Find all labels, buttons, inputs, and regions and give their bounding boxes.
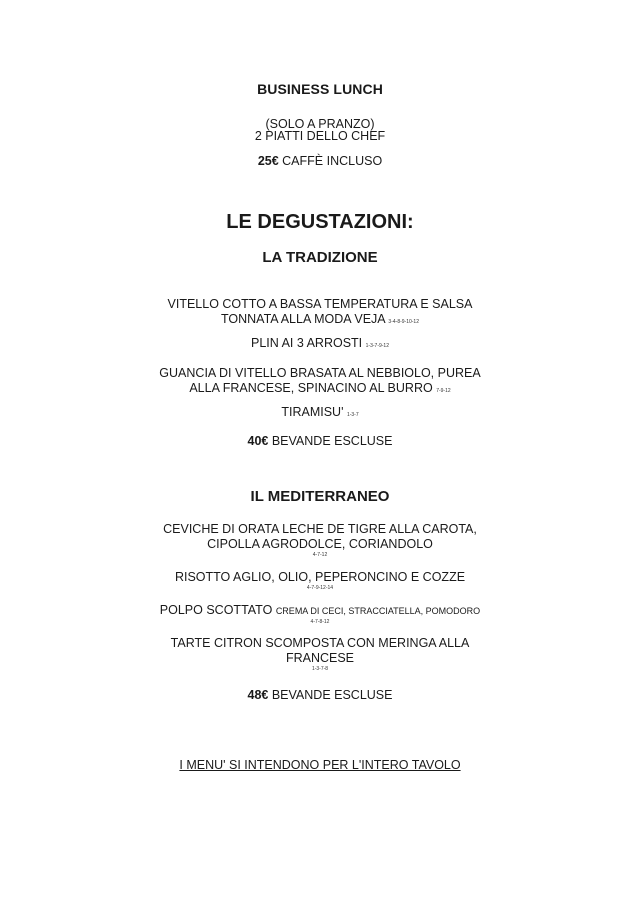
dish-line bbox=[0, 381, 640, 399]
dish-line-text: POLPO SCOTTATO bbox=[159, 603, 273, 617]
dish-line: TARTE CITRON SCOMPOSTA CON MERINGA ALLA bbox=[170, 636, 470, 650]
business-lunch-price-note: CAFFÈ INCLUSO bbox=[282, 154, 383, 168]
dish-line bbox=[0, 312, 640, 330]
tradizione-price-line bbox=[0, 434, 640, 449]
allergen-codes: 1-3-7 bbox=[346, 412, 359, 418]
allergen-codes: 3-4-8-9-10-12 bbox=[388, 319, 419, 325]
allergen-codes: 1-3-7-9-12 bbox=[365, 343, 389, 349]
allergen-codes: 7-9-12 bbox=[436, 388, 451, 394]
dish-line: VITELLO COTTO A BASSA TEMPERATURA E SALSA bbox=[167, 297, 473, 311]
dish-polpo bbox=[0, 603, 640, 625]
dish-line-text: ALLA FRANCESE, SPINACINO AL BURRO bbox=[189, 381, 433, 395]
dish-line-text: PLIN AI 3 ARROSTI bbox=[251, 336, 363, 350]
dish-line: CEVICHE DI ORATA LECHE DE TIGRE ALLA CAROTA, bbox=[163, 522, 477, 536]
dish-line: CIPOLLA AGRODOLCE, CORIANDOLO bbox=[207, 537, 433, 551]
business-lunch-price-line bbox=[0, 154, 640, 169]
allergen-codes: 4-7-12 bbox=[312, 552, 328, 558]
business-lunch-line2: 2 PIATTI DELLO CHEF bbox=[254, 129, 386, 143]
dish-plin bbox=[0, 336, 640, 354]
footer-note-wrap bbox=[0, 756, 640, 774]
footer-note: I MENU' SI INTENDONO PER L'INTERO TAVOLO bbox=[179, 758, 461, 772]
dish-vitello-tonnato bbox=[0, 297, 640, 330]
mediterraneo-title: IL MEDITERRANEO bbox=[250, 488, 390, 505]
dish-subtitle: CREMA DI CECI, STRACCIATELLA, POMODORO bbox=[275, 606, 481, 616]
tradizione-title: LA TRADIZIONE bbox=[262, 249, 378, 266]
dish-line: FRANCESE bbox=[285, 651, 355, 665]
dish-tiramisu bbox=[0, 405, 640, 423]
business-lunch-price: 25€ bbox=[257, 154, 279, 168]
dish-line-text: TIRAMISU' bbox=[281, 405, 344, 419]
dish-line: RISOTTO AGLIO, OLIO, PEPERONCINO E COZZE bbox=[174, 570, 466, 584]
mediterraneo-price: 48€ bbox=[247, 688, 269, 702]
allergen-codes: 1-3-7-8 bbox=[311, 666, 329, 672]
tradizione-price: 40€ bbox=[247, 434, 269, 448]
dish-line: GUANCIA DI VITELLO BRASATA AL NEBBIOLO, PUREA bbox=[159, 366, 481, 380]
business-lunch-line1: (SOLO A PRANZO) bbox=[265, 117, 375, 131]
dish-line bbox=[0, 603, 640, 619]
dish-risotto bbox=[0, 570, 640, 591]
dish-guancia bbox=[0, 366, 640, 399]
dish-line-text: TONNATA ALLA MODA VEJA bbox=[220, 312, 385, 326]
mediterraneo-price-line bbox=[0, 688, 640, 703]
allergen-codes: 4-7-9-12-14 bbox=[306, 585, 334, 591]
allergen-codes: 4-7-8-12 bbox=[310, 619, 330, 625]
dish-ceviche bbox=[0, 522, 640, 558]
dish-tarte-citron bbox=[0, 636, 640, 672]
mediterraneo-price-note: BEVANDE ESCLUSE bbox=[271, 688, 393, 702]
degustazioni-title: LE DEGUSTAZIONI: bbox=[226, 211, 414, 233]
tradizione-price-note: BEVANDE ESCLUSE bbox=[271, 434, 393, 448]
business-lunch-title: BUSINESS LUNCH bbox=[257, 81, 383, 97]
